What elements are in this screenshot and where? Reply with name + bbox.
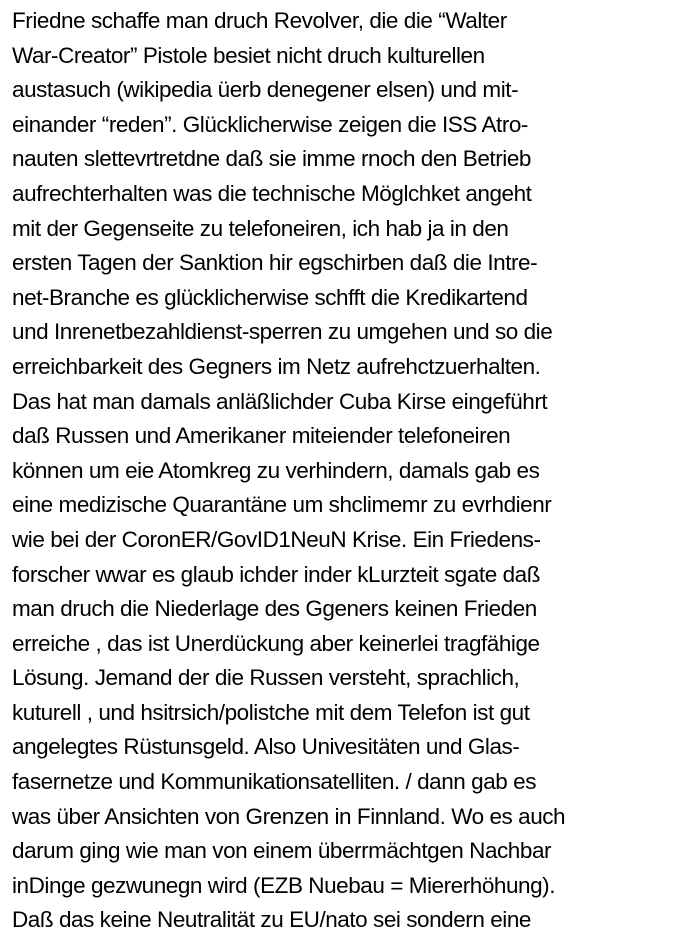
text-line: was über Ansichten von Grenzen in Finnland. Wo es auch [12, 803, 566, 829]
document-page [12, 4, 680, 938]
text-line: Lösung. Jemand der die Russen versteht, sprachlich, [12, 665, 520, 691]
text-line: Das hat man damals anläßlichder Cuba Kirse eingeführt [12, 388, 548, 414]
text-line: erreiche , das ist Unerdückung aber keinerlei tragfähige [12, 630, 540, 656]
text-line: aufrechterhalten was die technische Möglchket angeht [12, 180, 532, 206]
text-line: einander “reden”. Glücklicherwise zeigen die ISS Atro- [12, 111, 528, 137]
text-line: War-Creator” Pistole besiet nicht druch kulturellen [12, 42, 485, 68]
text-line: ersten Tagen der Sanktion hir egschirben daß die Intre- [12, 250, 538, 276]
text-line: nauten slettevrtretdne daß sie imme rnoch den Betrieb [12, 146, 531, 172]
text-line: mit der Gegenseite zu telefoneiren, ich hab ja in den [12, 215, 509, 241]
text-line: kuturell , und hsitrsich/polistche mit dem Telefon ist gut [12, 699, 530, 725]
text-line: fasernetze und Kommunikationsatelliten. / dann gab es [12, 769, 536, 795]
text-line: forscher wwar es glaub ichder inder kLurzteit sgate daß [12, 561, 541, 587]
text-line: können um eie Atomkreg zu verhindern, damals gab es [12, 457, 540, 483]
text-line: austasuch (wikipedia üerb denegener elsen) und mit- [12, 77, 519, 103]
text-line: man druch die Niederlage des Ggeners keinen Frieden [12, 596, 537, 622]
text-line: net-Branche es glücklicherwise schfft die Kredikartend [12, 284, 528, 310]
text-line: Friedne schaffe man druch Revolver, die die “Walter [12, 8, 507, 33]
text-line: inDinge gezwunegn wird (EZB Nuebau = Miererhöhung). [12, 872, 555, 898]
text-line: eine medizische Quarantäne um shclimemr zu evrhdienr [12, 492, 552, 518]
text-line: Daß das keine Neutralität zu EU/nato sei sondern eine [12, 907, 531, 933]
text-line: wie bei der CoronER/GovID1NeuN Krise. Ein Friedens- [12, 526, 541, 552]
text-line: daß Russen und Amerikaner miteiender telefoneiren [12, 423, 511, 449]
text-line: und Inrenetbezahldienst-sperren zu umgehen und so die [12, 319, 553, 345]
text-line: angelegtes Rüstunsgeld. Also Univesitäten und Glas- [12, 734, 520, 760]
text-line: darum ging wie man von einem überrmächtgen Nachbar [12, 838, 552, 864]
text-line: erreichbarkeit des Gegners im Netz aufrehctzuerhalten. [12, 353, 541, 379]
